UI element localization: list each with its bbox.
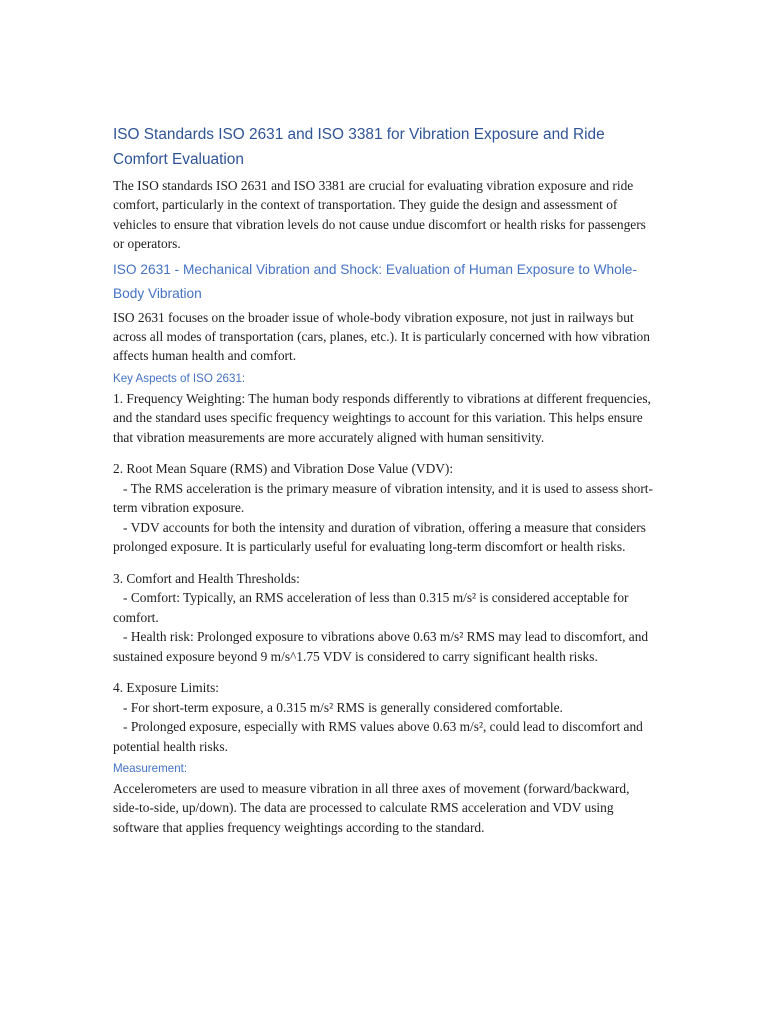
item-comfort-detail (113, 588, 655, 627)
item-rms-vdv-title: 2. Root Mean Square (RMS) and Vibration Dose Value (VDV): (113, 461, 454, 477)
item-short-term-detail (113, 698, 655, 717)
item-prolonged-text: - Prolonged exposure, especially with RMS values above 0.63 m/s², could lead to discomfort and potential health risks. (113, 719, 643, 754)
document-page (113, 122, 655, 837)
section-heading-iso-2631: ISO 2631 - Mechanical Vibration and Shock: Evaluation of Human Exposure to Whole-Body Vibration (113, 261, 637, 301)
measurement-paragraph: Accelerometers are used to measure vibration in all three axes of movement (forward/backward, side-to-side, up/down). The data are processed to calculate RMS acceleration and VDV using software that applies frequency weightings according to the standard. (113, 780, 630, 835)
intro-paragraph: The ISO standards ISO 2631 and ISO 3381 are crucial for evaluating vibration exposure and ride comfort, particularly in the context of transportation. They guide the design and assessment of vehicles to ensure that vibration levels do not cause undue discomfort or health risks for passengers or operators. (113, 178, 646, 252)
item-rms-text: - The RMS acceleration is the primary measure of vibration intensity, and it is used to assess short-term vibration exposure. (113, 480, 653, 516)
item-prolonged-detail (113, 717, 655, 756)
item-comfort-text: - Comfort: Typically, an RMS acceleration of less than 0.315 m/s² is considered acceptable for comfort. (113, 590, 629, 625)
key-aspects-heading: Key Aspects of ISO 2631: (113, 371, 246, 385)
item-vdv-text: - VDV accounts for both the intensity and duration of vibration, offering a measure that considers prolonged exposure. It is particularly useful for evaluating long-term discomfort or health risks. (113, 519, 646, 555)
section-body-iso-2631: ISO 2631 focuses on the broader issue of whole-body vibration exposure, not just in railways but across all modes of transportation (cars, planes, etc.). It is particularly concerned with how vibration affects human health and comfort. (113, 309, 650, 364)
measurement-heading: Measurement: (113, 761, 188, 775)
item-frequency-weighting: 1. Frequency Weighting: The human body responds differently to vibrations at different frequencies, and the standard uses specific frequency weightings to account for this variation. This helps ensure that vibration measurements are more accurately aligned with human sensitivity. (113, 390, 651, 445)
item-exposure-limits-title: 4. Exposure Limits: (113, 680, 220, 696)
item-short-term-text: - For short-term exposure, a 0.315 m/s² RMS is generally considered comfortable. (123, 699, 563, 715)
item-vdv-detail (113, 518, 655, 557)
item-thresholds-title: 3. Comfort and Health Thresholds: (113, 570, 300, 586)
item-health-detail (113, 627, 655, 666)
document-title: ISO Standards ISO 2631 and ISO 3381 for Vibration Exposure and Ride Comfort Evaluation (113, 126, 605, 168)
item-health-text: - Health risk: Prolonged exposure to vibrations above 0.63 m/s² RMS may lead to discomfort, and sustained exposure beyond 9 m/s^1.75 VDV is considered to carry significant health risks. (113, 629, 649, 664)
item-rms-detail (113, 479, 655, 518)
